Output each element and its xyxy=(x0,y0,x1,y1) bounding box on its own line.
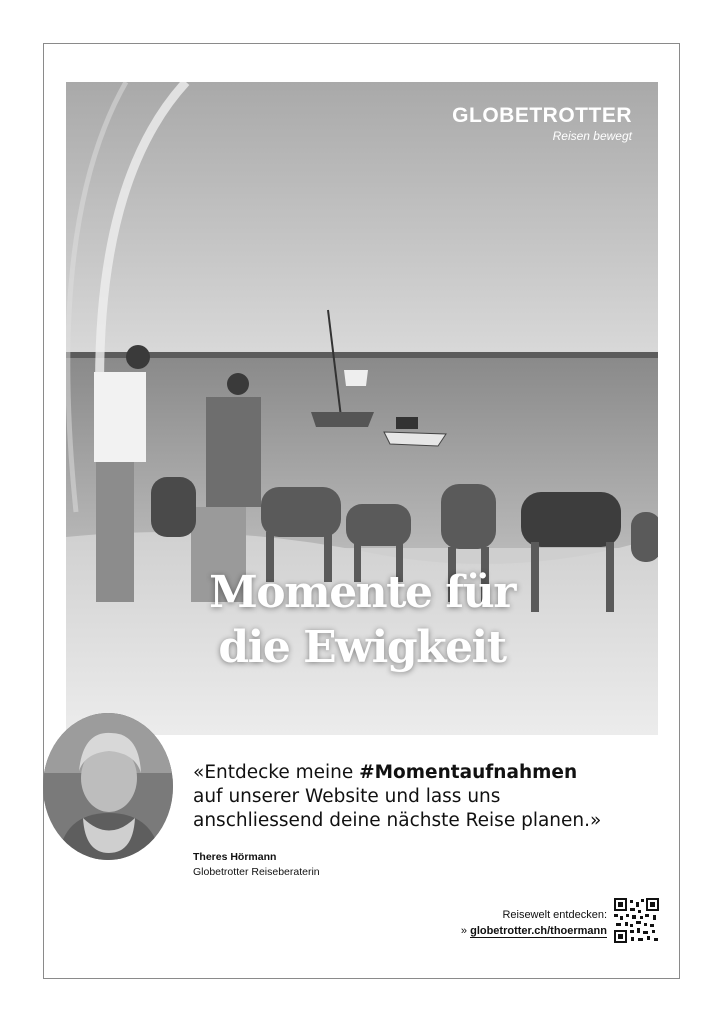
qr-code-icon[interactable] xyxy=(614,898,659,943)
quote-line-3: anschliessend deine nächste Reise planen.» xyxy=(193,810,602,831)
brand-tagline: Reisen bewegt xyxy=(552,129,632,143)
cta-prefix: » xyxy=(460,925,471,937)
cta-label: Reisewelt entdecken: xyxy=(502,909,607,921)
headline-line-1: Momente für xyxy=(209,567,515,618)
advisor-portrait xyxy=(43,713,173,860)
headline-line-2: die Ewigkeit xyxy=(218,622,506,673)
quote-part-1: «Entdecke meine xyxy=(193,762,360,783)
advisor-photo xyxy=(43,713,173,860)
quote-hashtag: #Momentaufnahmen xyxy=(359,762,578,783)
author-name: Theres Hörmann xyxy=(193,851,277,863)
brand-name: GLOBETROTTER xyxy=(452,104,632,127)
cta-link[interactable]: globetrotter.ch/thoermann xyxy=(470,925,607,937)
author-block xyxy=(193,850,320,880)
hero-photo xyxy=(66,82,658,735)
headline xyxy=(66,565,658,675)
quote-line-2: auf unserer Website und lass uns xyxy=(193,786,501,807)
author-role: Globetrotter Reiseberaterin xyxy=(193,866,320,878)
testimonial-quote xyxy=(193,761,663,833)
call-to-action xyxy=(461,907,607,939)
brand-logo xyxy=(452,104,632,143)
